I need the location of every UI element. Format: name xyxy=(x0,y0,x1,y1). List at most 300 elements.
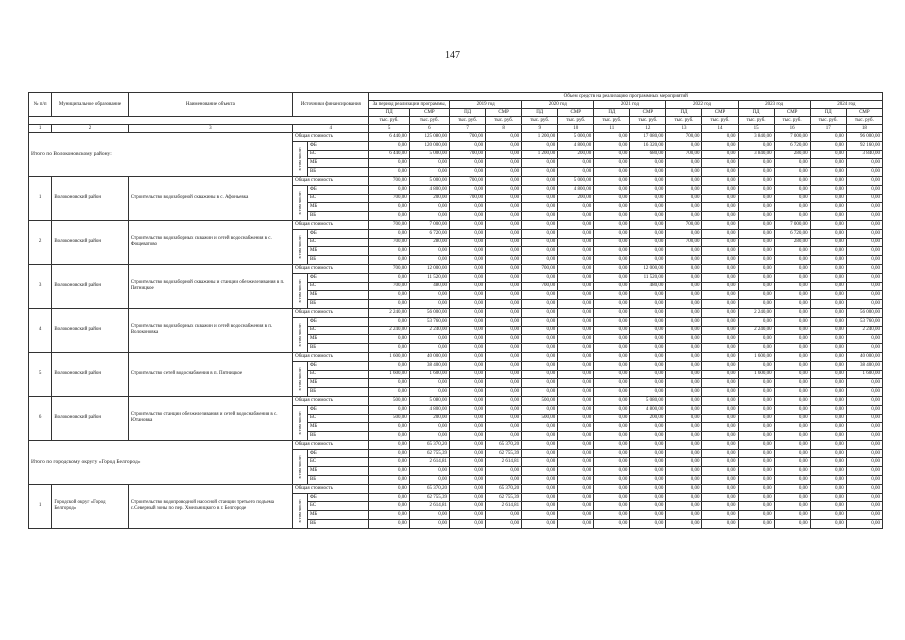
value-cell: 0,00 xyxy=(810,396,846,405)
value-cell: 0,00 xyxy=(630,168,666,177)
value-cell: 0,00 xyxy=(486,317,522,326)
value-cell: 0,00 xyxy=(558,300,594,309)
value-cell: 0,00 xyxy=(522,176,558,185)
value-cell: 0,00 xyxy=(450,212,486,221)
value-cell: 0,00 xyxy=(486,168,522,177)
value-cell: 0,00 xyxy=(810,432,846,441)
value-cell: 0,00 xyxy=(846,440,882,449)
value-cell: 0,00 xyxy=(486,370,522,379)
value-cell: 700,00 xyxy=(369,264,409,273)
value-cell: 0,00 xyxy=(369,379,409,388)
value-cell: 0,00 xyxy=(774,440,810,449)
value-cell: 0,00 xyxy=(702,484,738,493)
value-cell: 0,00 xyxy=(702,520,738,529)
value-cell: 4 800,00 xyxy=(630,405,666,414)
value-cell: 0,00 xyxy=(450,396,486,405)
value-cell: 0,00 xyxy=(810,352,846,361)
value-cell: 0,00 xyxy=(630,432,666,441)
value-cell: 0,00 xyxy=(774,344,810,353)
value-cell: 0,00 xyxy=(594,194,630,203)
value-cell: 0,00 xyxy=(630,256,666,265)
value-cell: 0,00 xyxy=(369,388,409,397)
value-cell: 0,00 xyxy=(846,159,882,168)
value-cell: 0,00 xyxy=(594,185,630,194)
value-cell: 700,00 xyxy=(450,176,486,185)
source-label: ВБ xyxy=(307,432,369,441)
header-unit: тыс. руб. xyxy=(409,117,449,125)
value-cell: 0,00 xyxy=(738,185,774,194)
item-number: 3 xyxy=(29,264,52,308)
value-cell: 0,00 xyxy=(409,247,449,256)
value-cell: 40 000,00 xyxy=(409,352,449,361)
value-cell: 7 000,00 xyxy=(774,220,810,229)
value-cell: 0,00 xyxy=(450,229,486,238)
total-label: Итого по Волоконовскому району: xyxy=(29,133,293,177)
source-total: Общая стоимость xyxy=(293,308,369,317)
value-cell: 0,00 xyxy=(594,317,630,326)
value-cell: 0,00 xyxy=(522,423,558,432)
value-cell: 0,00 xyxy=(522,247,558,256)
value-cell: 0,00 xyxy=(369,449,409,458)
source-label: МБ xyxy=(307,247,369,256)
value-cell: 500,00 xyxy=(369,396,409,405)
value-cell: 0,00 xyxy=(774,414,810,423)
value-cell: 0,00 xyxy=(630,511,666,520)
value-cell: 0,00 xyxy=(558,291,594,300)
value-cell: 0,00 xyxy=(846,396,882,405)
value-cell: 0,00 xyxy=(594,361,630,370)
value-cell: 0,00 xyxy=(450,352,486,361)
source-label: ВБ xyxy=(307,476,369,485)
value-cell: 0,00 xyxy=(702,449,738,458)
value-cell: 0,00 xyxy=(738,282,774,291)
value-cell: 0,00 xyxy=(702,352,738,361)
value-cell: 0,00 xyxy=(558,440,594,449)
value-cell: 0,00 xyxy=(666,467,702,476)
value-cell: 0,00 xyxy=(558,352,594,361)
value-cell: 0,00 xyxy=(774,308,810,317)
value-cell: 0,00 xyxy=(846,414,882,423)
value-cell: 0,00 xyxy=(738,458,774,467)
value-cell: 0,00 xyxy=(738,423,774,432)
value-cell: 0,00 xyxy=(522,361,558,370)
value-cell: 0,00 xyxy=(666,282,702,291)
value-cell: 0,00 xyxy=(738,432,774,441)
item-number: 2 xyxy=(29,220,52,264)
value-cell: 0,00 xyxy=(630,220,666,229)
value-cell: 0,00 xyxy=(702,308,738,317)
item-object: Строительство водозаборных скважин и сетей водоснабжения в с. Фощеватово xyxy=(128,220,292,264)
table-row xyxy=(29,484,883,493)
value-cell: 700,00 xyxy=(369,194,409,203)
source-label: ВБ xyxy=(307,520,369,529)
value-cell: 0,00 xyxy=(738,502,774,511)
value-cell: 200,00 xyxy=(409,414,449,423)
header-year-2020: 2020 год xyxy=(522,101,594,109)
item-number: 5 xyxy=(29,352,52,396)
value-cell: 0,00 xyxy=(558,493,594,502)
value-cell: 0,00 xyxy=(522,212,558,221)
value-cell: 0,00 xyxy=(702,247,738,256)
value-cell: 0,00 xyxy=(594,229,630,238)
source-label: ФБ xyxy=(307,493,369,502)
value-cell: 0,00 xyxy=(702,185,738,194)
program-table xyxy=(28,92,883,529)
value-cell: 0,00 xyxy=(738,176,774,185)
value-cell: 0,00 xyxy=(409,335,449,344)
value-cell: 0,00 xyxy=(522,203,558,212)
value-cell: 0,00 xyxy=(486,203,522,212)
value-cell: 0,00 xyxy=(630,484,666,493)
source-label: ФБ xyxy=(307,141,369,150)
value-cell: 0,00 xyxy=(630,203,666,212)
incl-label-text: в том числе: xyxy=(297,147,303,171)
value-cell: 0,00 xyxy=(594,440,630,449)
value-cell: 0,00 xyxy=(409,212,449,221)
value-cell: 125 080,00 xyxy=(409,133,449,142)
value-cell: 0,00 xyxy=(450,300,486,309)
value-cell: 1 600,00 xyxy=(369,352,409,361)
value-cell: 0,00 xyxy=(630,247,666,256)
incl-label xyxy=(293,141,308,176)
header-unit: тыс. руб. xyxy=(810,117,846,125)
header-unit: тыс. руб. xyxy=(774,117,810,125)
value-cell: 0,00 xyxy=(702,344,738,353)
source-label: БС xyxy=(307,326,369,335)
value-cell: 0,00 xyxy=(702,335,738,344)
value-cell: 0,00 xyxy=(846,467,882,476)
value-cell: 0,00 xyxy=(630,229,666,238)
column-number: 16 xyxy=(774,125,810,133)
header-smr: СМР xyxy=(486,109,522,117)
item-object: Строительство водозаборной скважины в с. Афоньевка xyxy=(128,176,292,220)
header-municipality: Муниципальное образование xyxy=(52,93,128,117)
value-cell: 0,00 xyxy=(594,458,630,467)
value-cell: 0,00 xyxy=(369,361,409,370)
source-label: МБ xyxy=(307,379,369,388)
header-pd: ПД xyxy=(810,109,846,117)
value-cell: 0,00 xyxy=(630,159,666,168)
value-cell: 0,00 xyxy=(846,476,882,485)
value-cell: 500,00 xyxy=(369,414,409,423)
value-cell: 0,00 xyxy=(594,168,630,177)
value-cell: 0,00 xyxy=(486,414,522,423)
source-total: Общая стоимость xyxy=(293,352,369,361)
value-cell: 0,00 xyxy=(702,220,738,229)
value-cell: 0,00 xyxy=(630,308,666,317)
value-cell: 0,00 xyxy=(702,502,738,511)
value-cell: 0,00 xyxy=(409,432,449,441)
value-cell: 0,00 xyxy=(450,405,486,414)
value-cell: 0,00 xyxy=(450,247,486,256)
value-cell: 0,00 xyxy=(558,458,594,467)
value-cell: 0,00 xyxy=(630,520,666,529)
value-cell: 0,00 xyxy=(522,326,558,335)
column-number: 14 xyxy=(702,125,738,133)
column-number: 3 xyxy=(128,125,292,133)
value-cell: 0,00 xyxy=(666,300,702,309)
header-num: № п/п xyxy=(29,93,52,117)
value-cell: 0,00 xyxy=(666,414,702,423)
value-cell: 0,00 xyxy=(774,405,810,414)
value-cell: 0,00 xyxy=(738,203,774,212)
value-cell: 0,00 xyxy=(522,432,558,441)
value-cell: 0,00 xyxy=(774,476,810,485)
source-label: БС xyxy=(307,414,369,423)
value-cell: 4 800,00 xyxy=(558,185,594,194)
value-cell: 0,00 xyxy=(810,493,846,502)
source-label: ФБ xyxy=(307,229,369,238)
value-cell: 0,00 xyxy=(738,476,774,485)
header-pd: ПД xyxy=(450,109,486,117)
value-cell: 0,00 xyxy=(810,361,846,370)
header-unit: тыс. руб. xyxy=(522,117,558,125)
value-cell: 0,00 xyxy=(846,379,882,388)
value-cell: 0,00 xyxy=(738,414,774,423)
value-cell: 0,00 xyxy=(810,370,846,379)
value-cell: 0,00 xyxy=(666,194,702,203)
source-label: МБ xyxy=(307,467,369,476)
value-cell: 0,00 xyxy=(486,396,522,405)
value-cell: 0,00 xyxy=(450,476,486,485)
value-cell: 0,00 xyxy=(558,379,594,388)
value-cell: 700,00 xyxy=(666,220,702,229)
value-cell: 0,00 xyxy=(369,159,409,168)
value-cell: 0,00 xyxy=(774,335,810,344)
value-cell: 0,00 xyxy=(522,194,558,203)
value-cell: 0,00 xyxy=(810,229,846,238)
value-cell: 0,00 xyxy=(450,449,486,458)
value-cell: 0,00 xyxy=(630,379,666,388)
value-cell: 0,00 xyxy=(702,440,738,449)
item-municipality: Волоконовский район xyxy=(52,264,128,308)
value-cell: 0,00 xyxy=(666,432,702,441)
value-cell: 0,00 xyxy=(702,264,738,273)
value-cell: 0,00 xyxy=(450,388,486,397)
value-cell: 0,00 xyxy=(846,273,882,282)
value-cell: 0,00 xyxy=(558,476,594,485)
source-label: МБ xyxy=(307,335,369,344)
source-label: МБ xyxy=(307,511,369,520)
value-cell: 0,00 xyxy=(450,458,486,467)
value-cell: 0,00 xyxy=(594,133,630,142)
source-total: Общая стоимость xyxy=(293,220,369,229)
incl-label xyxy=(293,361,308,396)
value-cell: 0,00 xyxy=(810,484,846,493)
value-cell: 0,00 xyxy=(522,185,558,194)
value-cell: 500,00 xyxy=(522,396,558,405)
value-cell: 2 614,81 xyxy=(486,502,522,511)
value-cell: 0,00 xyxy=(738,168,774,177)
value-cell: 0,00 xyxy=(594,388,630,397)
value-cell: 0,00 xyxy=(450,168,486,177)
value-cell: 280,00 xyxy=(774,150,810,159)
value-cell: 0,00 xyxy=(450,141,486,150)
value-cell: 0,00 xyxy=(450,467,486,476)
value-cell: 0,00 xyxy=(810,238,846,247)
header-source: Источники финансирования xyxy=(293,93,369,117)
value-cell: 0,00 xyxy=(486,176,522,185)
value-cell: 0,00 xyxy=(774,484,810,493)
value-cell: 0,00 xyxy=(846,176,882,185)
source-label: ФБ xyxy=(307,361,369,370)
value-cell: 0,00 xyxy=(810,379,846,388)
value-cell: 0,00 xyxy=(666,141,702,150)
incl-label-text: в том числе: xyxy=(297,235,303,259)
value-cell: 0,00 xyxy=(369,317,409,326)
value-cell: 0,00 xyxy=(450,484,486,493)
value-cell: 0,00 xyxy=(409,159,449,168)
value-cell: 0,00 xyxy=(702,291,738,300)
header-smr: СМР xyxy=(774,109,810,117)
value-cell: 0,00 xyxy=(630,335,666,344)
value-cell: 700,00 xyxy=(666,238,702,247)
value-cell: 0,00 xyxy=(369,520,409,529)
value-cell: 0,00 xyxy=(702,379,738,388)
value-cell: 0,00 xyxy=(486,256,522,265)
value-cell: 0,00 xyxy=(409,168,449,177)
value-cell: 0,00 xyxy=(594,405,630,414)
value-cell: 2 240,00 xyxy=(369,326,409,335)
source-label: БС xyxy=(307,238,369,247)
value-cell: 0,00 xyxy=(594,256,630,265)
value-cell: 0,00 xyxy=(594,414,630,423)
value-cell: 0,00 xyxy=(594,141,630,150)
value-cell: 0,00 xyxy=(738,335,774,344)
value-cell: 0,00 xyxy=(409,291,449,300)
value-cell: 0,00 xyxy=(558,511,594,520)
source-label: БС xyxy=(307,150,369,159)
value-cell: 0,00 xyxy=(774,194,810,203)
value-cell: 0,00 xyxy=(666,370,702,379)
value-cell: 0,00 xyxy=(450,308,486,317)
incl-label xyxy=(293,317,308,352)
value-cell: 0,00 xyxy=(486,308,522,317)
value-cell: 0,00 xyxy=(369,502,409,511)
value-cell: 0,00 xyxy=(486,326,522,335)
value-cell: 0,00 xyxy=(522,511,558,520)
header-pd: ПД xyxy=(594,109,630,117)
value-cell: 0,00 xyxy=(558,423,594,432)
value-cell: 0,00 xyxy=(450,238,486,247)
item-municipality: Волоконовский район xyxy=(52,352,128,396)
value-cell: 1 600,00 xyxy=(369,370,409,379)
value-cell: 6 440,00 xyxy=(369,133,409,142)
value-cell: 0,00 xyxy=(522,141,558,150)
value-cell: 0,00 xyxy=(594,520,630,529)
value-cell: 0,00 xyxy=(774,300,810,309)
value-cell: 0,00 xyxy=(409,423,449,432)
source-label: МБ xyxy=(307,203,369,212)
value-cell: 0,00 xyxy=(702,273,738,282)
value-cell: 0,00 xyxy=(846,238,882,247)
value-cell: 62 755,39 xyxy=(409,493,449,502)
value-cell: 0,00 xyxy=(594,238,630,247)
item-municipality: Городской округ «Город Белгород» xyxy=(52,484,128,528)
value-cell: 3 840,00 xyxy=(738,150,774,159)
value-cell: 0,00 xyxy=(594,502,630,511)
value-cell: 0,00 xyxy=(702,194,738,203)
value-cell: 0,00 xyxy=(630,493,666,502)
value-cell: 0,00 xyxy=(486,150,522,159)
value-cell: 4 800,00 xyxy=(409,405,449,414)
value-cell: 0,00 xyxy=(630,352,666,361)
value-cell: 0,00 xyxy=(810,414,846,423)
value-cell: 0,00 xyxy=(594,247,630,256)
value-cell: 4 800,00 xyxy=(409,185,449,194)
value-cell: 0,00 xyxy=(738,238,774,247)
value-cell: 0,00 xyxy=(594,511,630,520)
item-municipality: Волоконовский район xyxy=(52,220,128,264)
value-cell: 0,00 xyxy=(558,308,594,317)
incl-label-text: в том числе: xyxy=(297,455,303,479)
header-unit: тыс. руб. xyxy=(666,117,702,125)
value-cell: 0,00 xyxy=(738,405,774,414)
value-cell: 0,00 xyxy=(486,361,522,370)
value-cell: 0,00 xyxy=(486,220,522,229)
value-cell: 0,00 xyxy=(594,291,630,300)
value-cell: 0,00 xyxy=(630,388,666,397)
value-cell: 0,00 xyxy=(774,511,810,520)
value-cell: 0,00 xyxy=(369,273,409,282)
value-cell: 0,00 xyxy=(810,300,846,309)
value-cell: 0,00 xyxy=(810,220,846,229)
column-number: 7 xyxy=(450,125,486,133)
header-object: Наименование объекта xyxy=(128,93,292,117)
value-cell: 0,00 xyxy=(738,273,774,282)
value-cell: 0,00 xyxy=(594,300,630,309)
value-cell: 120 000,00 xyxy=(409,141,449,150)
value-cell: 0,00 xyxy=(409,379,449,388)
value-cell: 0,00 xyxy=(666,476,702,485)
value-cell: 0,00 xyxy=(450,291,486,300)
value-cell: 0,00 xyxy=(558,229,594,238)
value-cell: 0,00 xyxy=(738,212,774,221)
source-label: ВБ xyxy=(307,300,369,309)
value-cell: 0,00 xyxy=(630,300,666,309)
header-year-2021: 2021 год xyxy=(594,101,666,109)
value-cell: 0,00 xyxy=(702,432,738,441)
value-cell: 0,00 xyxy=(450,432,486,441)
value-cell: 0,00 xyxy=(409,203,449,212)
table-row xyxy=(29,220,883,229)
table-header xyxy=(29,93,883,133)
value-cell: 0,00 xyxy=(738,141,774,150)
value-cell: 0,00 xyxy=(630,291,666,300)
value-cell: 0,00 xyxy=(450,220,486,229)
value-cell: 0,00 xyxy=(846,220,882,229)
value-cell: 0,00 xyxy=(369,247,409,256)
value-cell: 0,00 xyxy=(558,168,594,177)
value-cell: 0,00 xyxy=(486,423,522,432)
value-cell: 0,00 xyxy=(369,291,409,300)
value-cell: 0,00 xyxy=(409,467,449,476)
value-cell: 16 320,00 xyxy=(630,141,666,150)
value-cell: 0,00 xyxy=(630,238,666,247)
value-cell: 0,00 xyxy=(522,493,558,502)
incl-label xyxy=(293,185,308,220)
value-cell: 0,00 xyxy=(369,344,409,353)
value-cell: 700,00 xyxy=(522,282,558,291)
value-cell: 0,00 xyxy=(702,493,738,502)
value-cell: 700,00 xyxy=(666,150,702,159)
value-cell: 0,00 xyxy=(594,493,630,502)
value-cell: 0,00 xyxy=(450,379,486,388)
value-cell: 17 080,00 xyxy=(630,133,666,142)
header-unit: тыс. руб. xyxy=(738,117,774,125)
column-number: 10 xyxy=(558,125,594,133)
value-cell: 3 840,00 xyxy=(738,133,774,142)
